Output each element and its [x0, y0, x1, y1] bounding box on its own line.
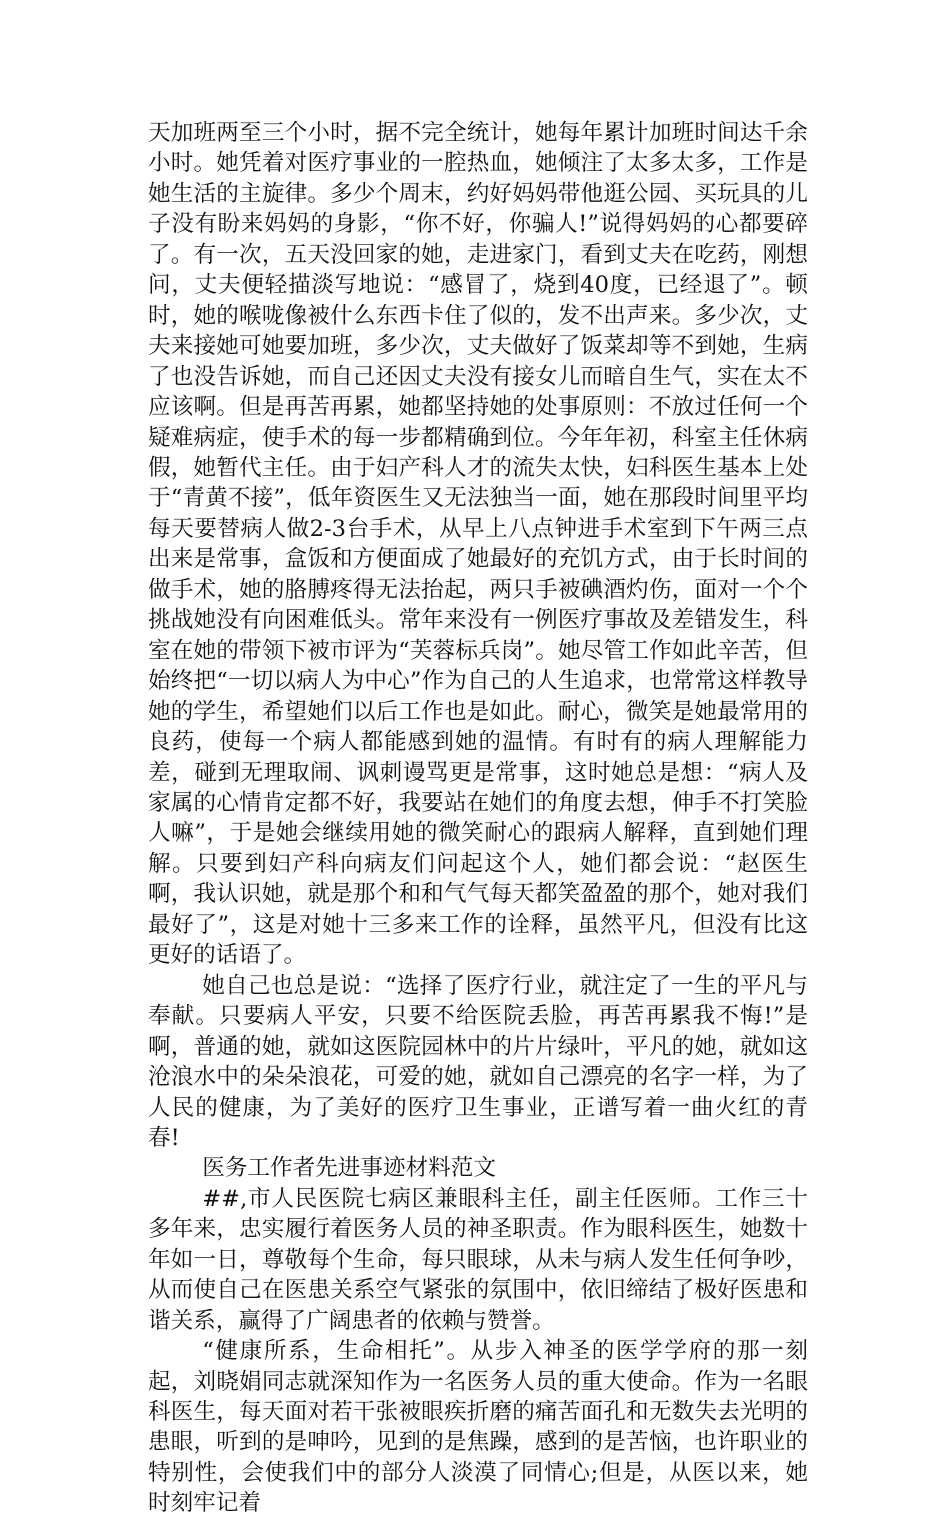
- paragraph-mission: “健康所系，生命相托”。从步入神圣的医学学府的那一刻起，刘晓娟同志就深知作为一名医务人员的重大使命。作为一名眼科医生，每天面对若干张被眼疾折磨的痛苦面孔和无数失去光明的患眼，听到的是呻吟，见到的是焦躁，感到的是苦恼，也许职业的特别性，会使我们中的部分人淡漠了同情心;但是，从医以来，她时刻牢记着: [148, 1338, 808, 1517]
- section-heading: 医务工作者先进事迹材料范文: [202, 1155, 496, 1182]
- paragraph-self-statement: 她自己也总是说：“选择了医疗行业，就注定了一生的平凡与奉献。只要病人平安，只要不给医院丢脸，再苦再累我不悔!”是啊，普通的她，就如这医院园林中的片片绿叶，平凡的她，就如这沧浪水中的朵朵浪花，可爱的她，就如自己漂亮的名字一样，为了人民的健康，为了美好的医疗卫生事业，正谱写着一曲火红的青春!: [148, 972, 808, 1151]
- paragraph-continued: 天加班两至三个小时，据不完全统计，她每年累计加班时间达千余小时。她凭着对医疗事业的一腔热血，她倾注了太多太多，工作是她生活的主旋律。多少个周末，约好妈妈带他逛公园、买玩具的儿子没有盼来妈妈的身影，“你不好，你骗人!”说得妈妈的心都要碎了。有一次，五天没回家的她，走进家门，看到丈夫在吃药，刚想问，丈夫便轻描淡写地说：“感冒了，烧到40度，已经退了”。顿时，她的喉咙像被什么东西卡住了似的，发不出声来。多少次，丈夫来接她可她要加班，多少次，丈夫做好了饭菜却等不到她，生病了也没告诉她，而自己还因丈夫没有接女儿而暗自生气，实在太不应该啊。但是再苦再累，她都坚持她的处事原则：不放过任何一个疑难病症，使手术的每一步都精确到位。今年年初，科室主任休病假，她暂代主任。由于妇产科人才的流失太快，妇科医生基本上处于“青黄不接”，低年资医生又无法独当一面，她在那段时间里平均每天要替病人做2-3台手术，从早上八点钟进手术室到下午两三点出来是常事，盒饭和方便面成了她最好的充饥方式，由于长时间的做手术，她的胳膊疼得无法抬起，两只手被碘酒灼伤，面对一个个挑战她没有向困难低头。常年来没有一例医疗事故及差错发生，科室在她的带领下被市评为“芙蓉标兵岗”。她尽管工作如此辛苦，但始终把“一切以病人为中心”作为自己的人生追求，也常常这样教导她的学生，希望她们以后工作也是如此。耐心，微笑是她最常用的良药，使每一个病人都能感到她的温情。有时有的病人理解能力差，碰到无理取闹、讽刺谩骂更是常事，这时她总是想：“病人及家属的心情肯定都不好，我要站在她们的角度去想，伸手不打笑脸人嘛”，于是她会继续用她的微笑耐心的跟病人解释，直到她们理解。只要到妇产科向病友们问起这个人，她们都会说：“赵医生啊，我认识她，就是那个和和气气每天都笑盈盈的那个，她对我们最好了”，这是对她十三多来工作的诠释，虽然平凡，但没有比这更好的话语了。: [148, 120, 808, 969]
- paragraph-intro: ##,市人民医院七病区兼眼科主任，副主任医师。工作三十多年来，忠实履行着医务人员的神圣职责。作为眼科医生，她数十年如一日，尊敬每个生命，每只眼球，从未与病人发生任何争吵，从而使自己在医患关系空气紧张的氛围中，依旧缔结了极好医患和谐关系，赢得了广阔患者的依赖与赞誉。: [148, 1185, 808, 1334]
- document-body: [148, 118, 808, 1519]
